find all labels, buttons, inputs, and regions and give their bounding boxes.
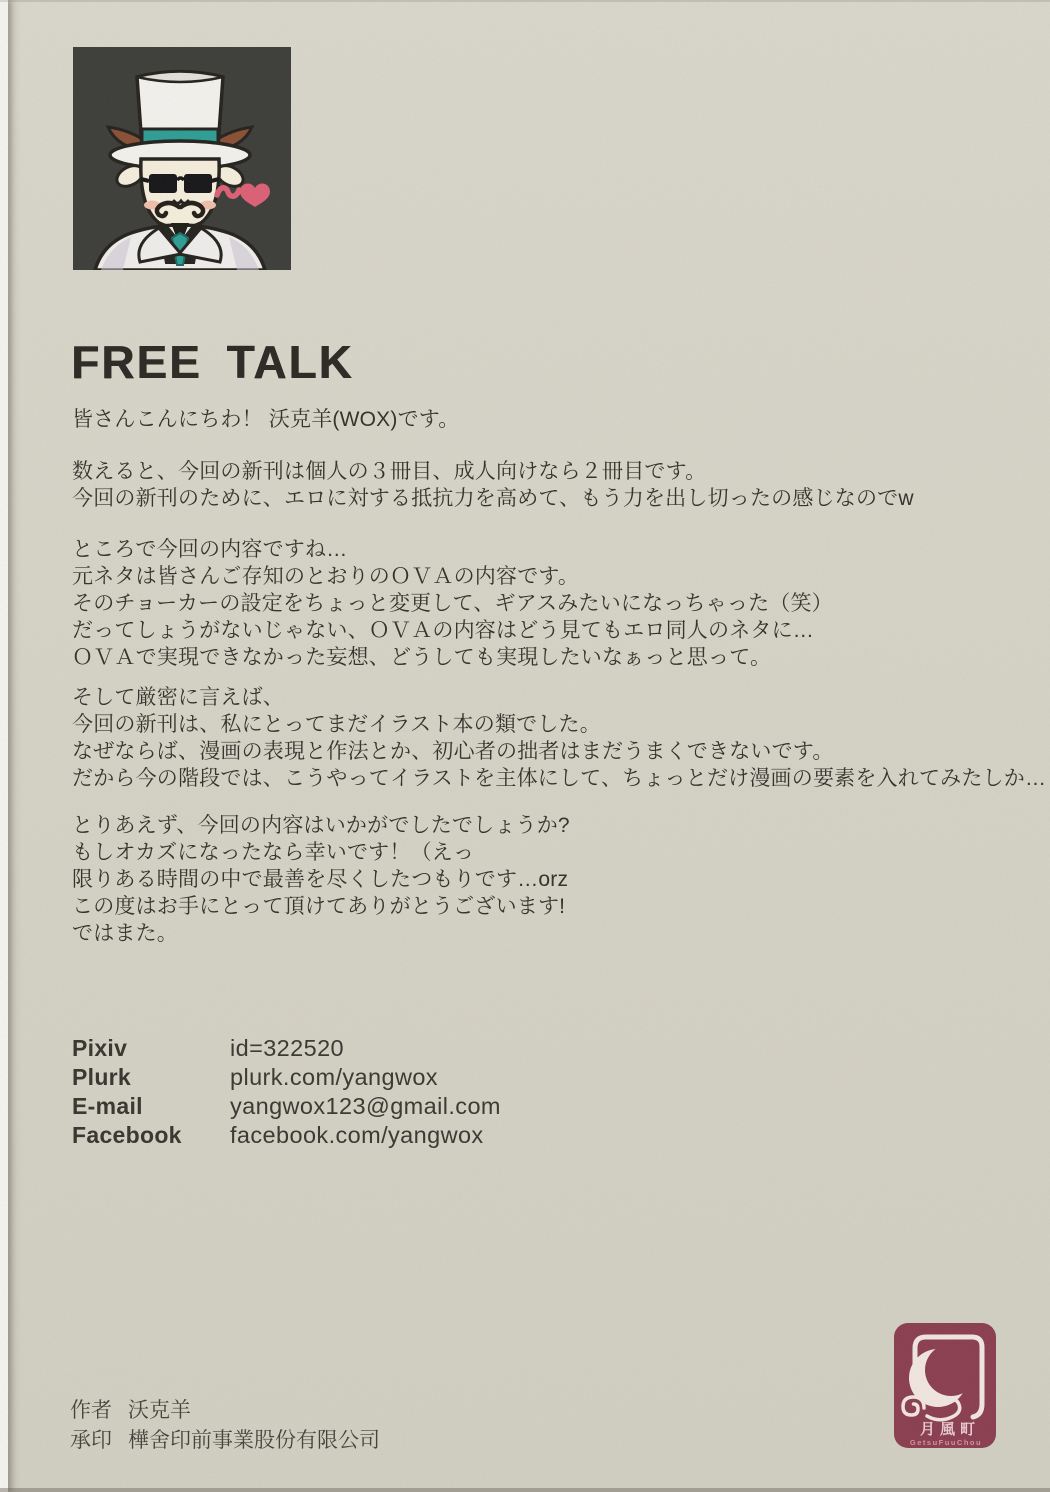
text-line: だってしょうがないじゃない、ＯＶＡの内容はどう見てもエロ同人のネタに… [72, 619, 814, 642]
top-hat-top [137, 72, 223, 83]
text-line: もしオカズになったなら幸いです！（えっ [72, 841, 475, 864]
text-line: そのチョーカーの設定をちょっと変更して、ギアスみたいになっちゃった（笑） [72, 592, 833, 615]
contact-value: yangwox123@gmail.com [230, 1093, 501, 1119]
text-line: 皆さんこんにちわ！ 沃克羊(WOX)です。 [72, 408, 460, 431]
contact-label: E-mail [72, 1093, 143, 1119]
text-line: 今回の新刊のために、エロに対する抵抗力を高めて、もう力を出し切ったの感じなのでw [72, 487, 914, 510]
scan-edge-top [0, 0, 1050, 2]
scan-edge-bottom [0, 1488, 1050, 1492]
sunglasses-left-lens [149, 174, 177, 193]
text-line: だから今の階段では、こうやってイラストを主体にして、ちょっとだけ漫画の要素を入れてみたしか… [72, 767, 1047, 790]
contact-label: Facebook [72, 1122, 182, 1148]
contact-row-facebook [72, 1121, 501, 1150]
credit-value: 沃克羊 [128, 1399, 191, 1422]
credit-label: 承印 [70, 1429, 112, 1452]
sunglasses-right-lens [184, 174, 212, 193]
logo-romaji-text: GetsuFuuChou [909, 1438, 983, 1447]
face [141, 159, 219, 228]
text-line: 元ネタは皆さんご存知のとおりのＯＶＡの内容です。 [72, 565, 580, 588]
text-line: ではまた。 [72, 922, 178, 945]
text-line: ＯＶＡで実現できなかった妄想、どうしても実現したいなぁっと思って。 [72, 646, 772, 669]
contact-row-plurk [72, 1063, 501, 1092]
text-line: なぜならば、漫画の表現と作法とか、初心者の拙者はまだうまくできないです。 [72, 740, 834, 763]
paragraph-illustration-book [72, 684, 1046, 792]
contact-row-pixiv [72, 1034, 501, 1063]
text-line: 限りある時間の中で最善を尽くしたつもりです…orz [72, 868, 569, 891]
sunglasses-bridge [177, 178, 184, 180]
text-line: とりあえず、今回の内容はいかがでしたでしょうか? [72, 814, 570, 837]
contact-value: plurk.com/yangwox [230, 1064, 438, 1090]
logo-kanji-text: 月風町 [919, 1421, 981, 1438]
text-line: そして厳密に言えば、 [72, 686, 284, 709]
paragraph-content-origin [72, 536, 833, 671]
credit-row-author [70, 1396, 380, 1426]
contact-label: Pixiv [72, 1035, 128, 1061]
contact-label: Plurk [72, 1064, 132, 1090]
contact-value: facebook.com/yangwox [230, 1122, 484, 1148]
contact-list [72, 1034, 501, 1150]
credit-value: 樺舍印前事業股份有限公司 [128, 1429, 380, 1452]
credits-block [70, 1396, 380, 1456]
circle-logo [893, 1322, 997, 1449]
scan-edge-left [0, 0, 8, 1492]
crescent-moon-cut [925, 1344, 977, 1396]
getsufuuchou-logo [893, 1322, 997, 1449]
contact-value: id=322520 [230, 1035, 345, 1061]
credit-label: 作者 [70, 1399, 112, 1422]
text-line: この度はお手にとって頂けてありがとうございます! [72, 895, 566, 918]
text-line: ところで今回の内容ですね… [72, 538, 348, 561]
author-avatar [73, 47, 291, 270]
text-line: 数えると、今回の新刊は個人の３冊目、成人向けなら２冊目です。 [72, 460, 707, 483]
paragraph-closing [72, 812, 570, 947]
credit-row-printer [70, 1426, 380, 1456]
text-line: 今回の新刊は、私にとってまだイラスト本の類でした。 [72, 713, 601, 736]
page-title: FREE TALK [71, 336, 354, 388]
paragraph-book-count [72, 458, 914, 512]
contact-row-email [72, 1092, 501, 1121]
wox-goat-mascot-avatar [73, 47, 291, 270]
greeting-paragraph [72, 406, 460, 433]
